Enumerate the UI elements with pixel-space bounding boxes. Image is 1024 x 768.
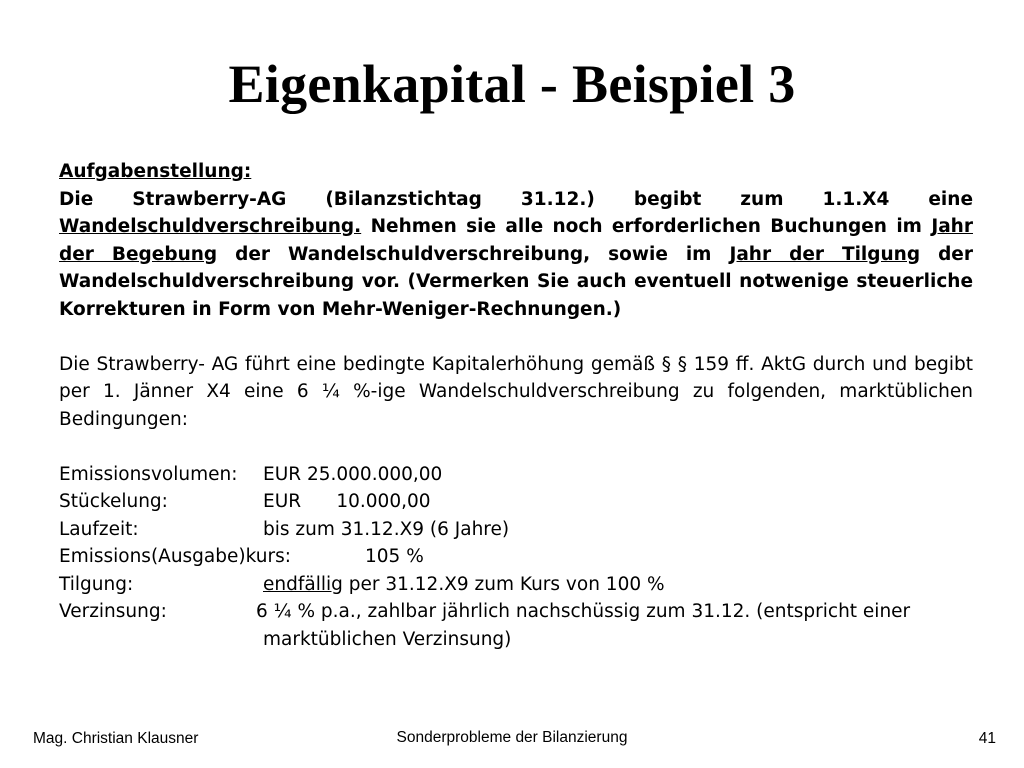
footer-topic: Sonderprobleme der Bilanzierung: [396, 729, 628, 746]
spacer: [59, 433, 973, 461]
tilgung-underline: endfällig: [263, 573, 343, 595]
zins-line2: marktüblichen Verzinsung): [263, 628, 512, 650]
condition-label: Stückelung:: [59, 491, 168, 512]
footer-author: Mag. Christian Klausner: [33, 730, 199, 747]
condition-value: EUR 25.000.000,00: [263, 463, 443, 485]
task-section: [59, 158, 973, 323]
condition-value: EUR 10.000,00: [263, 491, 431, 512]
slide-content: [59, 158, 973, 653]
task-line3-post: der Wandelschuldverschreibung vor. (Vermerken Sie auch eventuell notwenige steuerliche Korrekturen in Form von Mehr-Weniger-Rechnungen.): [59, 243, 973, 320]
condition-row-kurs: [59, 543, 973, 571]
condition-label: Verzinsung:: [59, 601, 167, 622]
task-heading-text: Aufgabenstellung:: [59, 161, 252, 182]
spacer: [59, 323, 973, 351]
task-underline-tilgung: Jahr der Tilgung: [729, 243, 921, 265]
condition-label: Tilgung:: [59, 573, 134, 595]
task-underline-wandelschuldverschreibung: Wandelschuldverschreibung.: [59, 216, 362, 237]
condition-row-emission: [59, 461, 973, 489]
condition-value: bis zum 31.12.X9 (6 Jahre): [263, 518, 510, 540]
condition-row-verzinsung: [59, 598, 973, 653]
condition-value: [256, 598, 973, 653]
task-line2: Nehmen sie alle noch erforderlichen Buchungen im: [370, 216, 932, 237]
condition-row-laufzeit: [59, 516, 973, 544]
task-underline-begebung: Jahr der Begebung: [59, 216, 973, 265]
task-text: [59, 186, 973, 324]
condition-row-stueckelung: [59, 488, 973, 516]
intro-text: Die Strawberry- AG führt eine bedingte Kapitalerhöhung gemäß § § 159 ff. AktG durch und begibt per 1. Jänner X4 eine 6 ¼ %-ige Wandelschuldverschreibung zu folgenden, marktüblichen Bedingungen:: [59, 353, 973, 430]
task-line2-post: der Wandelschuldverschreibung, sowie im: [217, 243, 730, 265]
condition-label: Emissions(Ausgabe)kurs:: [59, 546, 291, 567]
footer-page-number: 41: [978, 730, 996, 747]
slide-title: Eigenkapital - Beispiel 3: [228, 54, 796, 114]
task-line1: Die Strawberry-AG (Bilanzstichtag 31.12.) begibt zum 1.1.X4 eine: [59, 188, 973, 210]
condition-label: Emissionsvolumen:: [59, 463, 238, 485]
tilgung-rest: per 31.12.X9 zum Kurs von 100 %: [342, 573, 665, 595]
zins-line1: 6 ¼ % p.a., zahlbar jährlich nachschüssig zum 31.12. (entspricht einer: [256, 601, 911, 622]
condition-row-tilgung: [59, 571, 973, 599]
condition-value: [263, 571, 973, 599]
task-heading: [59, 158, 973, 186]
condition-label: Laufzeit:: [59, 518, 139, 540]
condition-value: 105 %: [365, 546, 424, 567]
